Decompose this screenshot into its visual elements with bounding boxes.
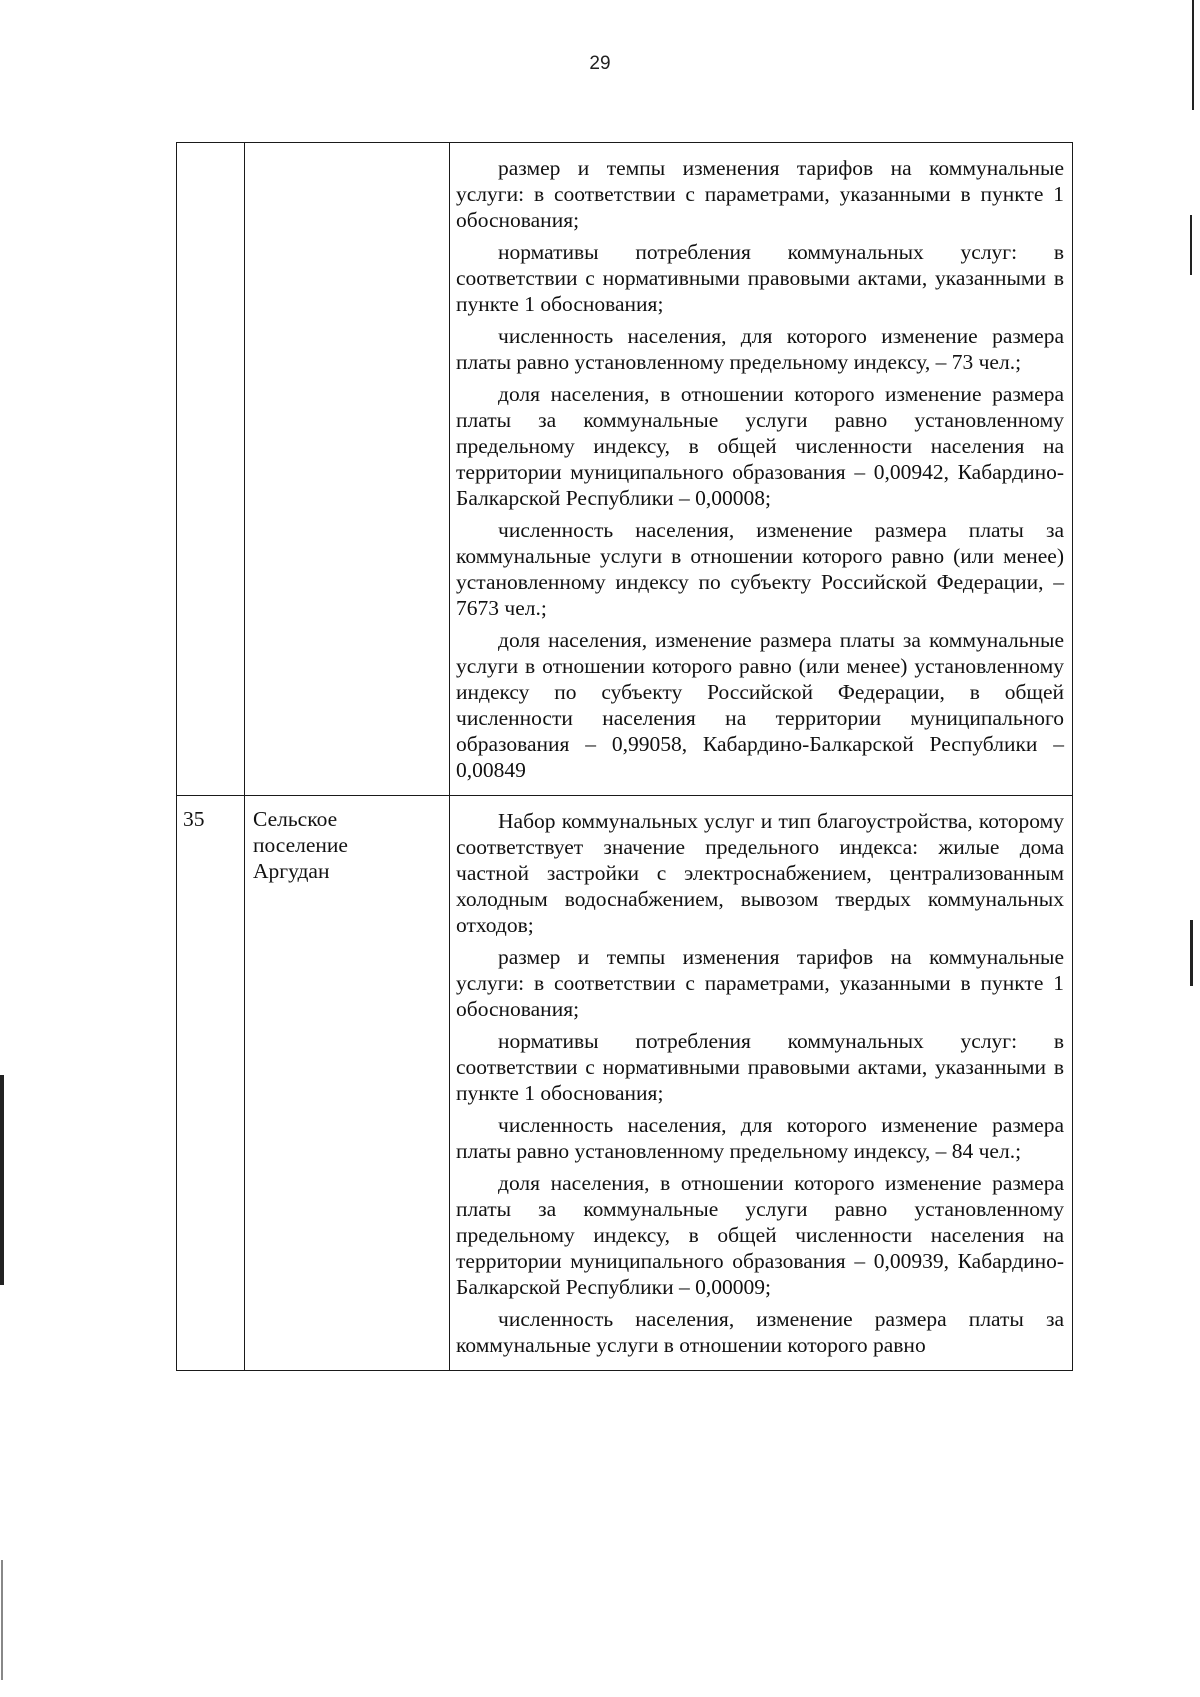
scan-edge-mark: [0, 1075, 4, 1285]
paragraph: численность населения, для которого изменение размера платы равно установленному предельному индексу, – 84 чел.;: [456, 1113, 1064, 1163]
paragraph: нормативы потребления коммунальных услуг: в соответствии с нормативными правовыми актами, указанными в пункте 1 обоснования;: [456, 240, 1064, 316]
scan-edge-mark: [1190, 920, 1193, 986]
paragraph: численность населения, для которого изменение размера платы равно установленному предельному индексу, – 73 чел.;: [456, 324, 1064, 374]
row-number-cell: 35: [177, 796, 245, 1371]
row-number-cell: [177, 143, 245, 796]
municipality-name-cell: [245, 796, 450, 1371]
municipality-name-cell: [245, 143, 450, 796]
paragraph: численность населения, изменение размера платы за коммунальные услуги в отношении которого равно: [456, 1307, 1064, 1357]
paragraph: доля населения, изменение размера платы за коммунальные услуги в отношении которого равно (или менее) установленному индексу по субъекту Российской Федерации, в общей численности населения на территории муниципального образования – 0,99058, Кабардино-Балкарской Республики – 0,00849: [456, 628, 1064, 782]
paragraph: размер и темпы изменения тарифов на коммунальные услуги: в соответствии с параметрами, указанными в пункте 1 обоснования;: [456, 156, 1064, 232]
municipality-name-line: Сельское: [253, 807, 338, 831]
scan-edge-mark: [1190, 215, 1192, 275]
document-table: [176, 142, 1073, 1371]
municipality-name-line: поселение: [253, 833, 348, 857]
table-row: [177, 796, 1073, 1371]
description-cell: [450, 143, 1073, 796]
paragraph: доля населения, в отношении которого изменение размера платы за коммунальные услуги равно установленному предельному индексу, в общей численности населения на территории муниципального образования – 0,00939, Кабардино-Балкарской Республики – 0,00009;: [456, 1171, 1064, 1299]
paragraph: нормативы потребления коммунальных услуг: в соответствии с нормативными правовыми актами, указанными в пункте 1 обоснования;: [456, 1029, 1064, 1105]
paragraph: численность населения, изменение размера платы за коммунальные услуги в отношении которого равно (или менее) установленному индексу по субъекту Российской Федерации, – 7673 чел.;: [456, 518, 1064, 620]
paragraph: размер и темпы изменения тарифов на коммунальные услуги: в соответствии с параметрами, указанными в пункте 1 обоснования;: [456, 945, 1064, 1021]
scan-edge-mark: [1, 1560, 3, 1680]
scan-edge-mark: [1192, 0, 1194, 110]
paragraph: Набор коммунальных услуг и тип благоустройства, которому соответствует значение предельного индекса: жилые дома частной застройки с электроснабжением, централизованным холодным водоснабжением, вывозом твердых коммунальных отходов;: [456, 809, 1064, 937]
description-cell: [450, 796, 1073, 1371]
municipality-name-line: Аргудан: [253, 859, 330, 883]
table-row: [177, 143, 1073, 796]
page-number: 29: [589, 53, 611, 74]
paragraph: доля населения, в отношении которого изменение размера платы за коммунальные услуги равно установленному предельному индексу, в общей численности населения на территории муниципального образования – 0,00942, Кабардино-Балкарской Республики – 0,00008;: [456, 382, 1064, 510]
